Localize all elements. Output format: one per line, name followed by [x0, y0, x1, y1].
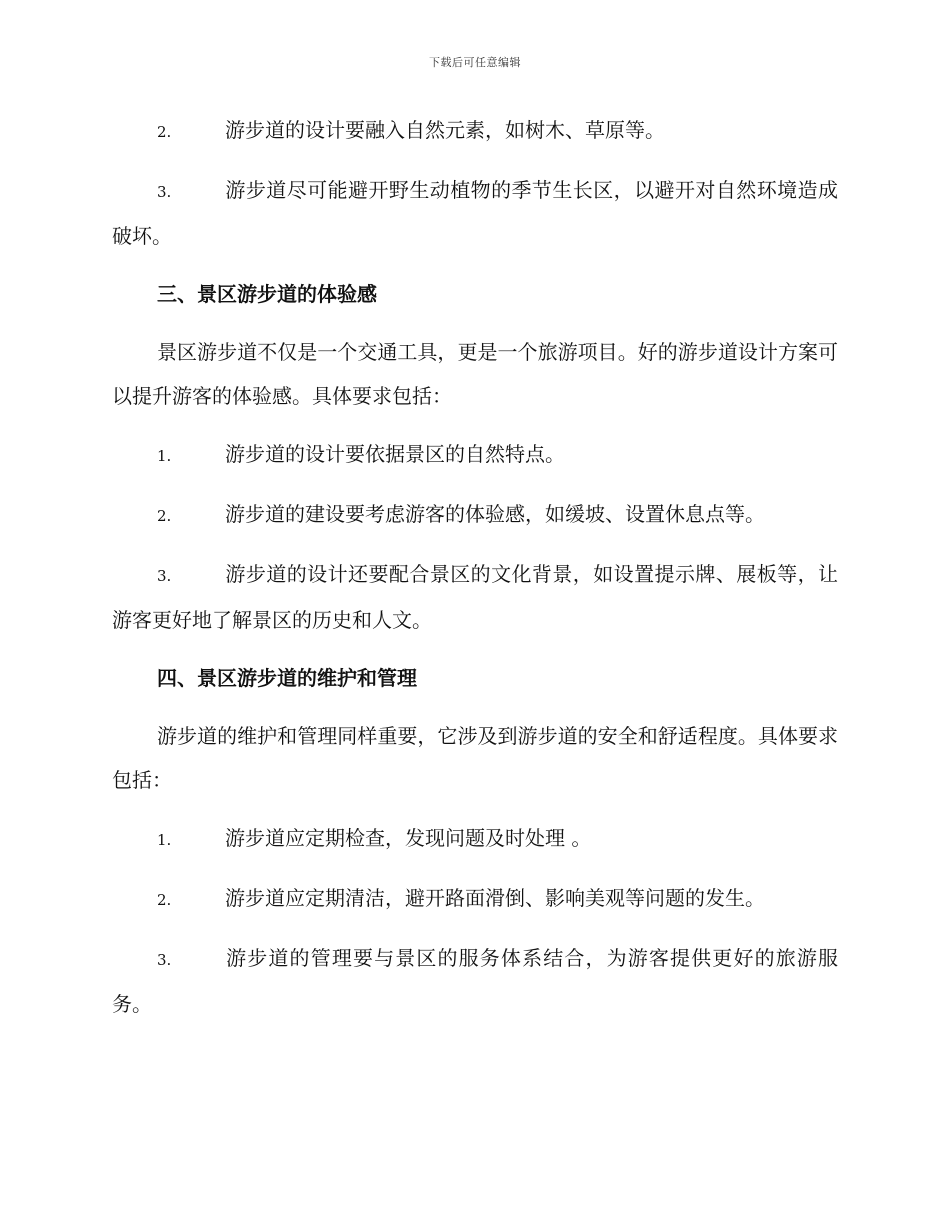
list-item — [112, 552, 838, 642]
list-item — [112, 876, 838, 922]
list-number: 3. — [157, 183, 172, 201]
list-item — [112, 168, 838, 258]
list-item — [112, 936, 838, 1026]
paragraph: 游步道的维护和管理同样重要，它涉及到游步道的安全和舒适程度。具体要求包括： — [112, 724, 838, 792]
list-text: 游步道的设计还要配合景区的文化背景，如设置提示牌、展板等，让游客更好地了解景区的历史和人文。 — [112, 562, 838, 632]
section-heading: 四、景区游步道的维护和管理 — [157, 666, 417, 690]
page-header: 下载后可任意编辑 — [429, 56, 521, 69]
list-item — [112, 816, 838, 862]
list-number: 2. — [157, 507, 172, 525]
list-number: 2. — [157, 123, 172, 141]
list-text: 游步道应定期清洁，避开路面滑倒、影响美观等问题的发生。 — [225, 886, 765, 910]
section-heading: 三、景区游步道的体验感 — [157, 282, 377, 306]
paragraph: 景区游步道不仅是一个交通工具，更是一个旅游项目。好的游步道设计方案可以提升游客的体验感。具体要求包括： — [112, 340, 838, 408]
document-body — [112, 108, 838, 1040]
list-text: 游步道的设计要融入自然元素，如树木、草原等。 — [225, 118, 665, 142]
list-text: 游步道的设计要依据景区的自然特点。 — [225, 442, 565, 466]
list-text: 游步道应定期检查，发现问题及时处理 。 — [225, 826, 592, 850]
list-text: 游步道的管理要与景区的服务体系结合，为游客提供更好的旅游服务。 — [112, 946, 838, 1016]
list-text: 游步道尽可能避开野生动植物的季节生长区，以避开对自然环境造成破坏。 — [112, 178, 838, 248]
list-item — [112, 492, 838, 538]
list-item — [112, 432, 838, 478]
list-text: 游步道的建设要考虑游客的体验感，如缓坡、设置休息点等。 — [225, 502, 765, 526]
list-number: 2. — [157, 891, 172, 909]
list-number: 3. — [157, 951, 172, 969]
list-item — [112, 108, 838, 154]
list-number: 3. — [157, 567, 172, 585]
list-number: 1. — [157, 831, 172, 849]
list-number: 1. — [157, 447, 172, 465]
